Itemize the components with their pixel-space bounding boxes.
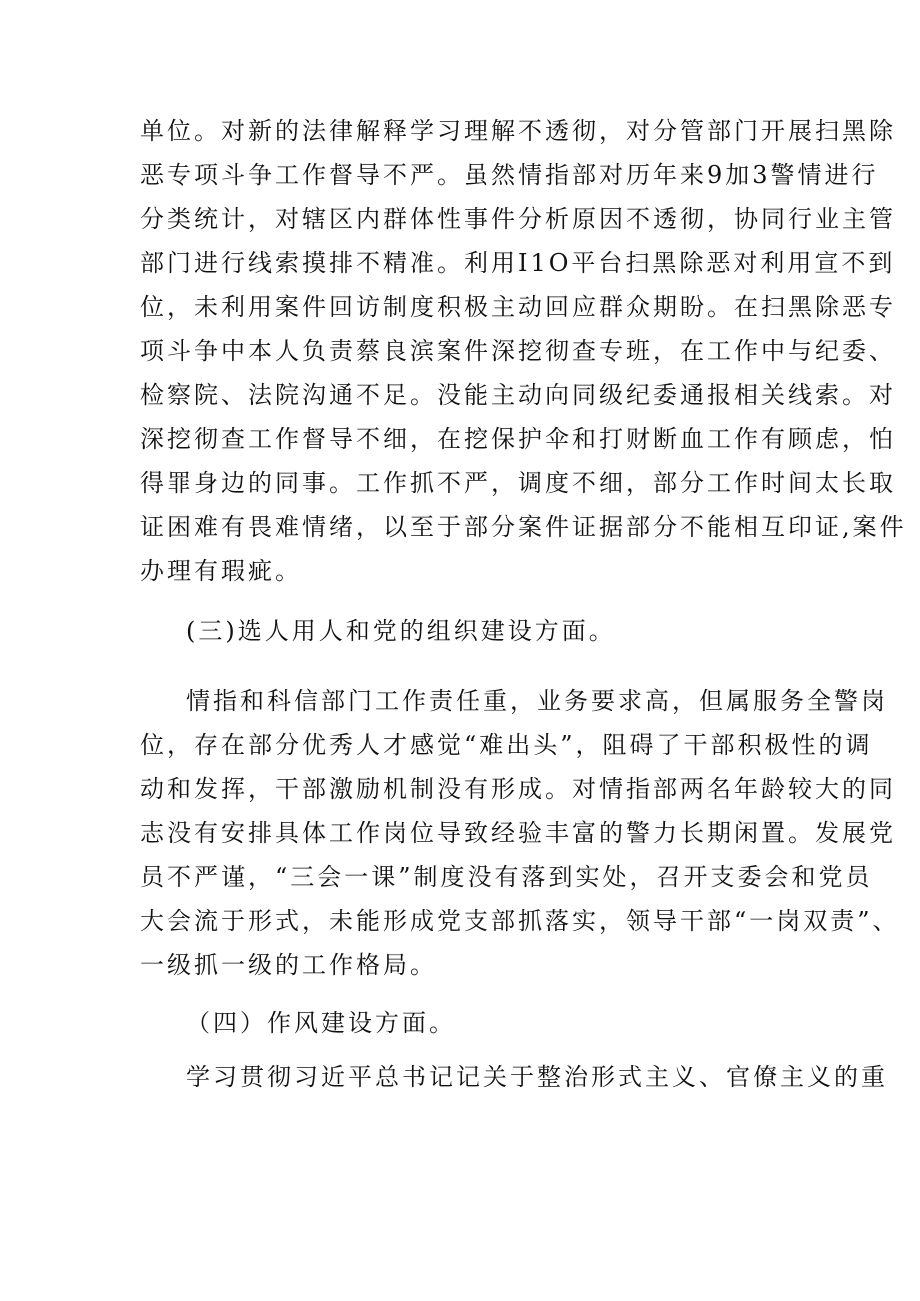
paragraph-2-line-4: 志没有安排具体工作岗位导致经验丰富的警力长期闲置。发展党 bbox=[140, 819, 896, 847]
paragraph-1-line-4: 部门进行线索摸排不精准。利用I1O平台扫黑除恶对利用宣不到 bbox=[140, 249, 896, 277]
section-heading-3: (三)选人用人和党的组织建设方面。 bbox=[186, 617, 616, 645]
paragraph-2-line-1: 情指和科信部门工作责任重，业务要求高，但属服务全警岗 bbox=[186, 687, 888, 715]
paragraph-2-line-6: 大会流于形式，未能形成党支部抓落实，领导干部“一岗双责”、 bbox=[140, 907, 900, 935]
paragraph-2-line-5: 员不严谨，“三会一课”制度没有落到实处，召开支委会和党员 bbox=[140, 863, 873, 891]
paragraph-1-line-2: 恶专项斗争工作督导不严。虽然情指部对历年来9加3警情进行 bbox=[140, 161, 879, 189]
paragraph-1-line-7: 检察院、法院沟通不足。没能主动向同级纪委通报相关线索。对 bbox=[140, 381, 896, 409]
paragraph-1-line-9: 得罪身边的同事。工作抓不严，调度不细，部分工作时间太长取 bbox=[140, 469, 896, 497]
paragraph-2-line-3: 动和发挥，干部激励机制没有形成。对情指部两名年龄较大的同 bbox=[140, 775, 896, 803]
paragraph-1-line-1: 单位。对新的法律解释学习理解不透彻，对分管部门开展扫黑除 bbox=[140, 117, 896, 145]
paragraph-1-line-10: 证困难有畏难情绪，以至于部分案件证据部分不能相互印证,案件 bbox=[140, 513, 907, 541]
paragraph-1-line-5: 位，未利用案件回访制度积极主动回应群众期盼。在扫黑除恶专 bbox=[140, 293, 896, 321]
paragraph-1-line-8: 深挖彻查工作督导不细，在挖保护伞和打财断血工作有顾虑，怕 bbox=[140, 425, 896, 453]
paragraph-1-line-11: 办理有瑕疵。 bbox=[140, 557, 302, 585]
paragraph-1-line-3: 分类统计，对辖区内群体性事件分析原因不透彻，协同行业主管 bbox=[140, 205, 896, 233]
paragraph-3-line-1: 学习贯彻习近平总书记记关于整治形式主义、官僚主义的重 bbox=[186, 1063, 888, 1091]
paragraph-2-line-2: 位，存在部分优秀人才感觉“难出头”，阻碍了干部积极性的调 bbox=[140, 731, 873, 759]
paragraph-2-line-7: 一级抓一级的工作格局。 bbox=[140, 951, 437, 979]
paragraph-1-line-6: 项斗争中本人负责蔡良滨案件深挖彻查专班，在工作中与纪委、 bbox=[140, 337, 896, 365]
section-heading-4: （四）作风建设方面。 bbox=[186, 1009, 456, 1037]
